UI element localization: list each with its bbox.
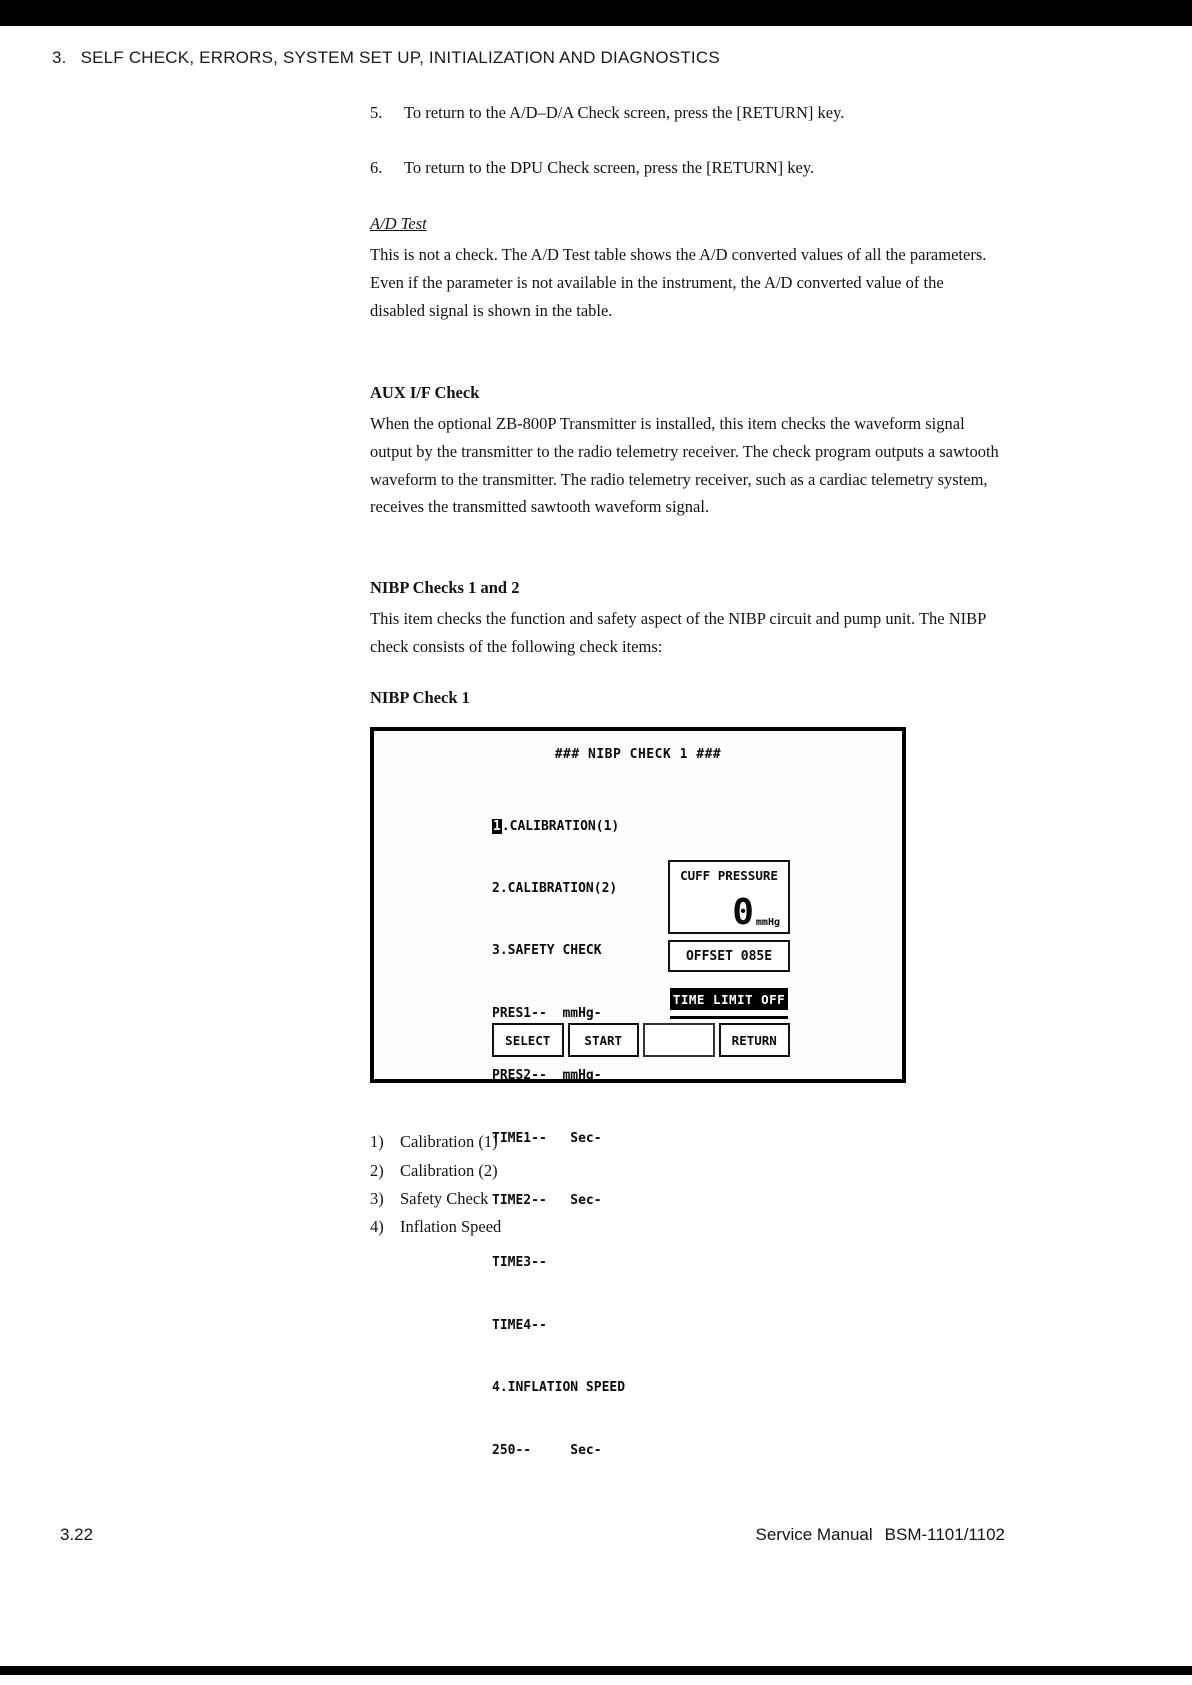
- menu-cursor: 1: [493, 818, 501, 834]
- return-key: RETURN: [719, 1023, 791, 1057]
- cuff-pressure-label: CUFF PRESSURE: [680, 868, 778, 883]
- param-line-pres1: PRES1-- mmHg-: [492, 1005, 602, 1021]
- check-item-4-number: 4): [370, 1217, 384, 1236]
- nibp-checks-heading: NIBP Checks 1 and 2: [370, 578, 520, 597]
- menu-line-safety-check: 3.SAFETY CHECK: [492, 943, 602, 959]
- param-line-time4: TIME4--: [492, 1317, 547, 1333]
- page-number: 3.22: [60, 1525, 94, 1544]
- aux-if-heading: AUX I/F Check: [370, 383, 480, 402]
- cuff-pressure-value: 0: [732, 892, 754, 933]
- step-5: [370, 103, 844, 123]
- step-6-number: 6.: [370, 158, 383, 177]
- param-line-time2: TIME2-- Sec-: [492, 1192, 602, 1208]
- time-limit-underline: [670, 1016, 788, 1019]
- chapter-title: SELF CHECK, ERRORS, SYSTEM SET UP, INITIALIZATION AND DIAGNOSTICS: [80, 48, 720, 67]
- footer-model-number: BSM-1101/1102: [884, 1525, 1005, 1544]
- chapter-number: 3.: [52, 48, 67, 67]
- check-item-calibration2: [370, 1161, 498, 1181]
- chapter-header: [52, 48, 720, 68]
- menu-line-calibration1: [492, 817, 625, 838]
- param-line-pres2: PRES2-- mmHg-: [492, 1068, 602, 1084]
- check-item-inflation-speed: [370, 1217, 501, 1237]
- check-item-1-text: Calibration (1): [400, 1132, 498, 1151]
- blank-key: [643, 1023, 715, 1057]
- start-key: START: [568, 1023, 640, 1057]
- check-item-4-text: Inflation Speed: [400, 1217, 502, 1236]
- check-item-3-number: 3): [370, 1189, 384, 1208]
- aux-if-body: When the optional ZB-800P Transmitter is installed, this item checks the waveform signal output by the transmitter to the radio telemetry receiver. The check program outputs a sawtooth waveform to the transmitter. The radio telemetry receiver, such as a cardiac telemetry system, receives the transmitted sawtooth waveform signal.: [370, 414, 999, 517]
- select-key: SELECT: [492, 1023, 564, 1057]
- menu-line-inflation-speed: 4.INFLATION SPEED: [492, 1380, 626, 1396]
- nibp-checks-body: This item checks the function and safety aspect of the NIBP circuit and pump unit. The NIBP check consists of the following check items:: [370, 609, 986, 656]
- nibp-check1-screenshot: [370, 727, 906, 1458]
- param-line-250: 250-- Sec-: [492, 1442, 602, 1458]
- footer-manual-title: [755, 1525, 1005, 1545]
- top-black-bar: [0, 0, 1192, 26]
- check-item-2-number: 2): [370, 1161, 384, 1180]
- check-item-calibration1: [370, 1132, 498, 1152]
- cuff-pressure-unit: mmHg: [755, 917, 780, 928]
- footer-manual-label: Service Manual: [755, 1525, 873, 1544]
- time-limit-status: TIME LIMIT OFF: [670, 988, 788, 1010]
- check-item-2-text: Calibration (2): [400, 1161, 498, 1180]
- check-item-safety-check: [370, 1189, 488, 1209]
- step-5-text: To return to the A/D–D/A Check screen, press the [RETURN] key.: [404, 103, 845, 122]
- param-line-time3: TIME3--: [492, 1255, 547, 1271]
- ad-test-body: This is not a check. The A/D Test table shows the A/D converted values of all the parameters. Even if the parameter is not available in the instrument, the A/D converted value of the disabled signal is shown in the table.: [370, 245, 987, 320]
- screen-softkeys-row: [492, 1023, 790, 1057]
- nibp-check1-heading: NIBP Check 1: [370, 688, 470, 707]
- step-5-number: 5.: [370, 103, 383, 122]
- check-item-3-text: Safety Check: [400, 1189, 489, 1208]
- screen-menu: [492, 775, 625, 1503]
- bottom-black-bar: [0, 1666, 1192, 1675]
- step-6: [370, 158, 814, 178]
- step-6-text: To return to the DPU Check screen, press the [RETURN] key.: [404, 158, 815, 177]
- offset-box: OFFSET 085E: [668, 940, 790, 972]
- cuff-pressure-box: [668, 860, 790, 934]
- cuff-pressure-value-row: [732, 892, 780, 933]
- ad-test-heading: A/D Test: [370, 214, 427, 233]
- menu-line-calibration1-text: .CALIBRATION(1): [501, 818, 620, 834]
- param-line-time1: TIME1-- Sec-: [492, 1130, 602, 1146]
- menu-line-calibration2: 2.CALIBRATION(2): [492, 880, 618, 896]
- screen-title: ### NIBP CHECK 1 ###: [554, 747, 722, 762]
- check-item-1-number: 1): [370, 1132, 384, 1151]
